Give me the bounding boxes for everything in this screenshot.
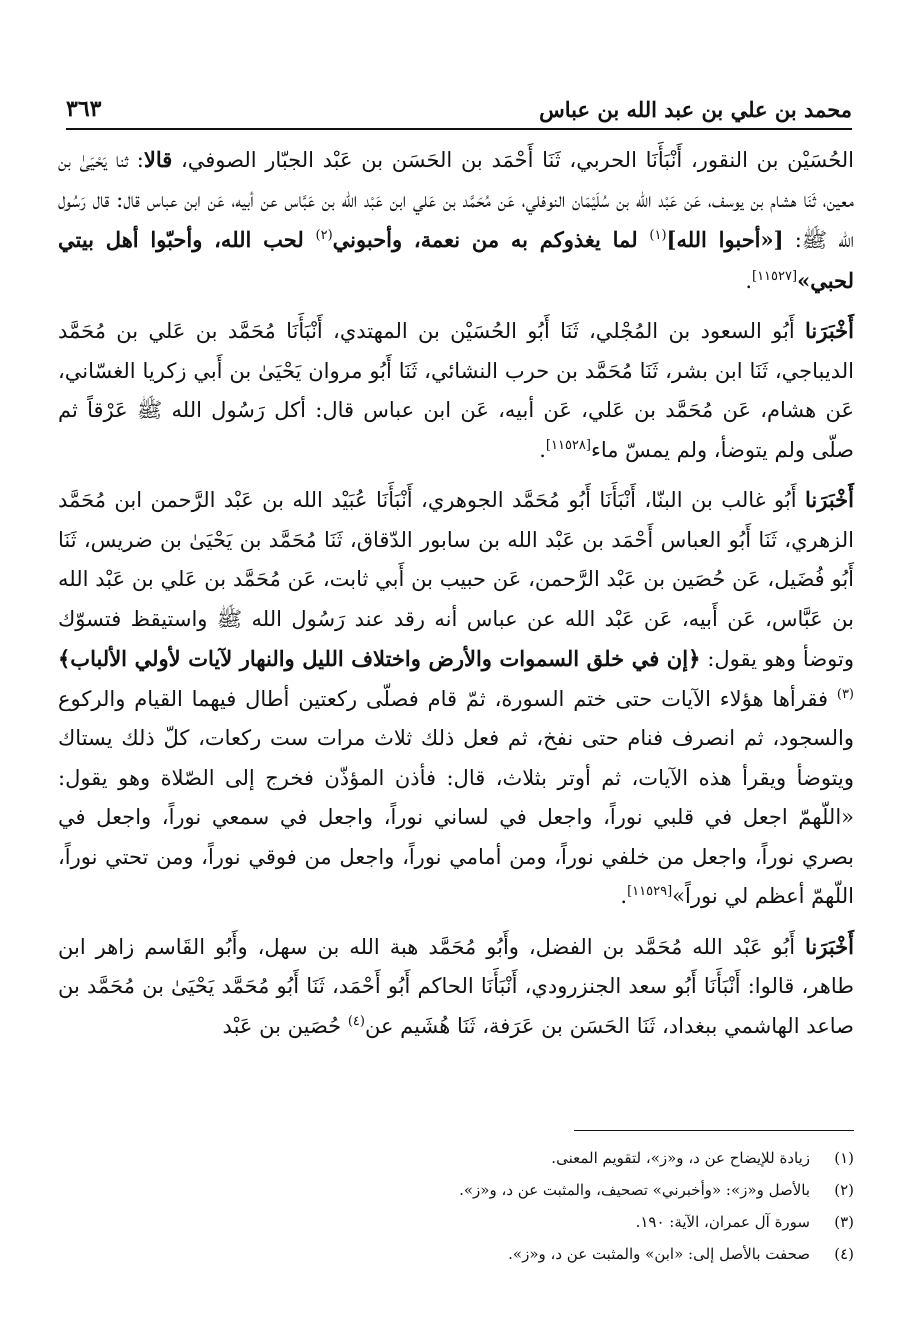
footnote-item	[200, 1142, 854, 1174]
footnote-number: (٣)	[834, 1213, 854, 1231]
text-run: فقرأها هؤلاء الآيات حتى ختم السورة، ثمّ قام فصلّى ركعتين أطال فيهما القيام والركوع والسجود، ثم انصرف فنام حتى نفخ، ثم فعل ذلك ثلاث مرات ست ركعات، كلّ ذلك يستاك ويتوضأ ويقرأ هذه الآيات، ثم أوتر بثلاث، قال: فأذن المؤذّن فخرج إلى الصّلاة وهو يقول: «اللّهمّ اجعل في قلبي نوراً، واجعل في لساني نوراً، واجعل في سمعي نوراً، واجعل في بصري نوراً، واجعل من خلفي نوراً، ومن أمامي نوراً، واجعل من فوقي نوراً، ومن تحتي نوراً، اللّهمّ أعظم لي نوراً»	[58, 686, 854, 908]
highlighted-text: ﴿إن في خلق السموات والأرض واختلاف الليل والنهار لآيات لأولي الألباب﴾	[58, 646, 701, 671]
main-text	[58, 140, 854, 1046]
footnote-item	[200, 1174, 854, 1206]
text-run: أَبُو عَبْد الله مُحَمَّد بن الفضل، وأَبُو مُحَمَّد هبة الله بن سهل، وأَبُو القَاسم زاهر ابن طاهر، قالوا: أَنْبَأَنَا أَبُو سعد الجنزرودي، أَنْبَأَنَا الحاكم أَبُو أَحْمَد، ثَنَا أَبُو مُحَمَّد يَحْيَىٰ بن مُحَمَّد بن صاعد الهاشمي ببغداد، ثَنَا الحَسَن بن عَرَفة، ثَنَا هُشَيم عن	[58, 934, 854, 1038]
text-run: .	[539, 437, 546, 462]
paragraph	[58, 927, 854, 1047]
highlighted-text: [«أحبوا الله]	[666, 227, 784, 252]
footnote-marker: (٤)	[347, 1013, 365, 1029]
paragraph-lead-word: أَخْبَرَنا	[805, 318, 854, 343]
text-run: الحُسَيْن بن النقور، أَنْبَأَنَا الحربي، ثَنَا أَحْمَد بن الحَسَن بن عَبْد الجبّار الصوفي،	[172, 148, 854, 172]
paragraph	[58, 311, 854, 470]
text-run: .	[745, 268, 752, 293]
footnote-text: زيادة للإيضاح عن د، و«ز»، لتقويم المعنى.	[551, 1149, 810, 1167]
text-run: حُصَين بن عَبْد	[222, 1013, 348, 1038]
footnote-item	[200, 1206, 854, 1238]
text-run: أَبُو السعود بن المُجْلي، ثَنَا أَبُو الحُسَيْن بن المهتدي، أَنْبَأَنَا مُحَمَّد بن عَلي بن مُحَمَّد الديباجي، ثَنَا ابن بشر، ثَنَا مُحَمَّد بن حرب النشائي، ثَنَا أَبُو مروان يَحْيَىٰ بن أَبي زكريا الغسّاني، عَن هشام، عَن مُحَمَّد بن عَلي، عَن أبيه، عَن ابن عباس قال: أكل رَسُول الله ﷺ عَرْقاً ثم صلّى ولم يتوضأ، ولم يمسّ ماء	[58, 319, 854, 462]
footnote-number: (٢)	[834, 1181, 854, 1199]
paragraph-lead-word: أَخْبَرَنا	[805, 933, 854, 959]
page-header	[66, 78, 852, 130]
footnote-number: (١)	[834, 1149, 854, 1167]
paragraph-lead-word: أَخْبَرَنا	[805, 487, 854, 512]
footnote-marker: (١)	[649, 228, 667, 243]
text-run: : ثنا يَحْيَىٰ بن معين، ثَنَا هشام بن يوسف، عَن عَبْد الله بن سُلَيْمَان النوفلي، عَن مُحَمَّد بن عَلي ابن عَبْد الله بن عَبَّاس عن أبيه، عَن ابن عباس قال: قال رَسُول الله ﷺ:	[58, 148, 854, 252]
footnote-marker: (٣)	[836, 686, 854, 702]
footnote-text: سورة آل عمران، الآية: ١٩٠.	[635, 1213, 810, 1231]
footnote-text: صحفت بالأصل إلى: «ابن» والمثبت عن د، و«ز».	[508, 1245, 810, 1263]
highlighted-text: لما يغذوكم به من نعمة، وأحبوني	[332, 227, 650, 252]
footnote-item	[200, 1238, 854, 1270]
page-number: ٣٦٣	[66, 96, 102, 122]
highlighted-text: قالا	[143, 147, 173, 172]
footnote-text: بالأصل و«ز»: «وأخبرني» تصحيف، والمثبت عن د، و«ز».	[459, 1181, 810, 1199]
footnote-divider	[574, 1130, 854, 1131]
paragraph	[58, 140, 854, 301]
footnotes	[200, 1142, 854, 1270]
footnote-marker: [١١٥٢٨]	[545, 437, 591, 453]
highlighted-text: لحب الله، وأحبّوا أهل بيتي لحبي»	[58, 227, 854, 293]
text-run: أَبُو غالب بن البنّا، أَنْبَأَنَا أَبُو مُحَمَّد الجوهري، أَنْبَأَنَا عُبَيْد الله بن عَبْد الرَّحمن ابن مُحَمَّد الزهري، ثَنَا أَبُو العباس أَحْمَد بن عَبْد الله بن سابور الدّقاق، ثَنَا مُحَمَّد بن يَحْيَىٰ بن ضريس، ثَنَا أَبُو فُضَيل، عَن حُصَين بن عَبْد الرَّحمن، عَن حبيب بن أَبي ثابت، عَن مُحَمَّد بن عَلي بن عَبْد الله بن عَبَّاس، عَن أَبيه، عَن عَبْد الله عن عباس أنه رقد عند رَسُول الله ﷺ واستيقظ فتسوّك وتوضأ وهو يقول:	[58, 488, 854, 671]
paragraph	[58, 480, 854, 917]
footnote-marker: [١١٥٢٧]	[752, 268, 798, 284]
footnote-number: (٤)	[834, 1245, 854, 1263]
text-run: .	[620, 884, 628, 908]
footnote-marker: (٢)	[315, 228, 333, 243]
footnote-marker: [١١٥٢٩]	[627, 884, 673, 899]
running-title: محمد بن علي بن عبد الله بن عباس	[539, 97, 852, 122]
